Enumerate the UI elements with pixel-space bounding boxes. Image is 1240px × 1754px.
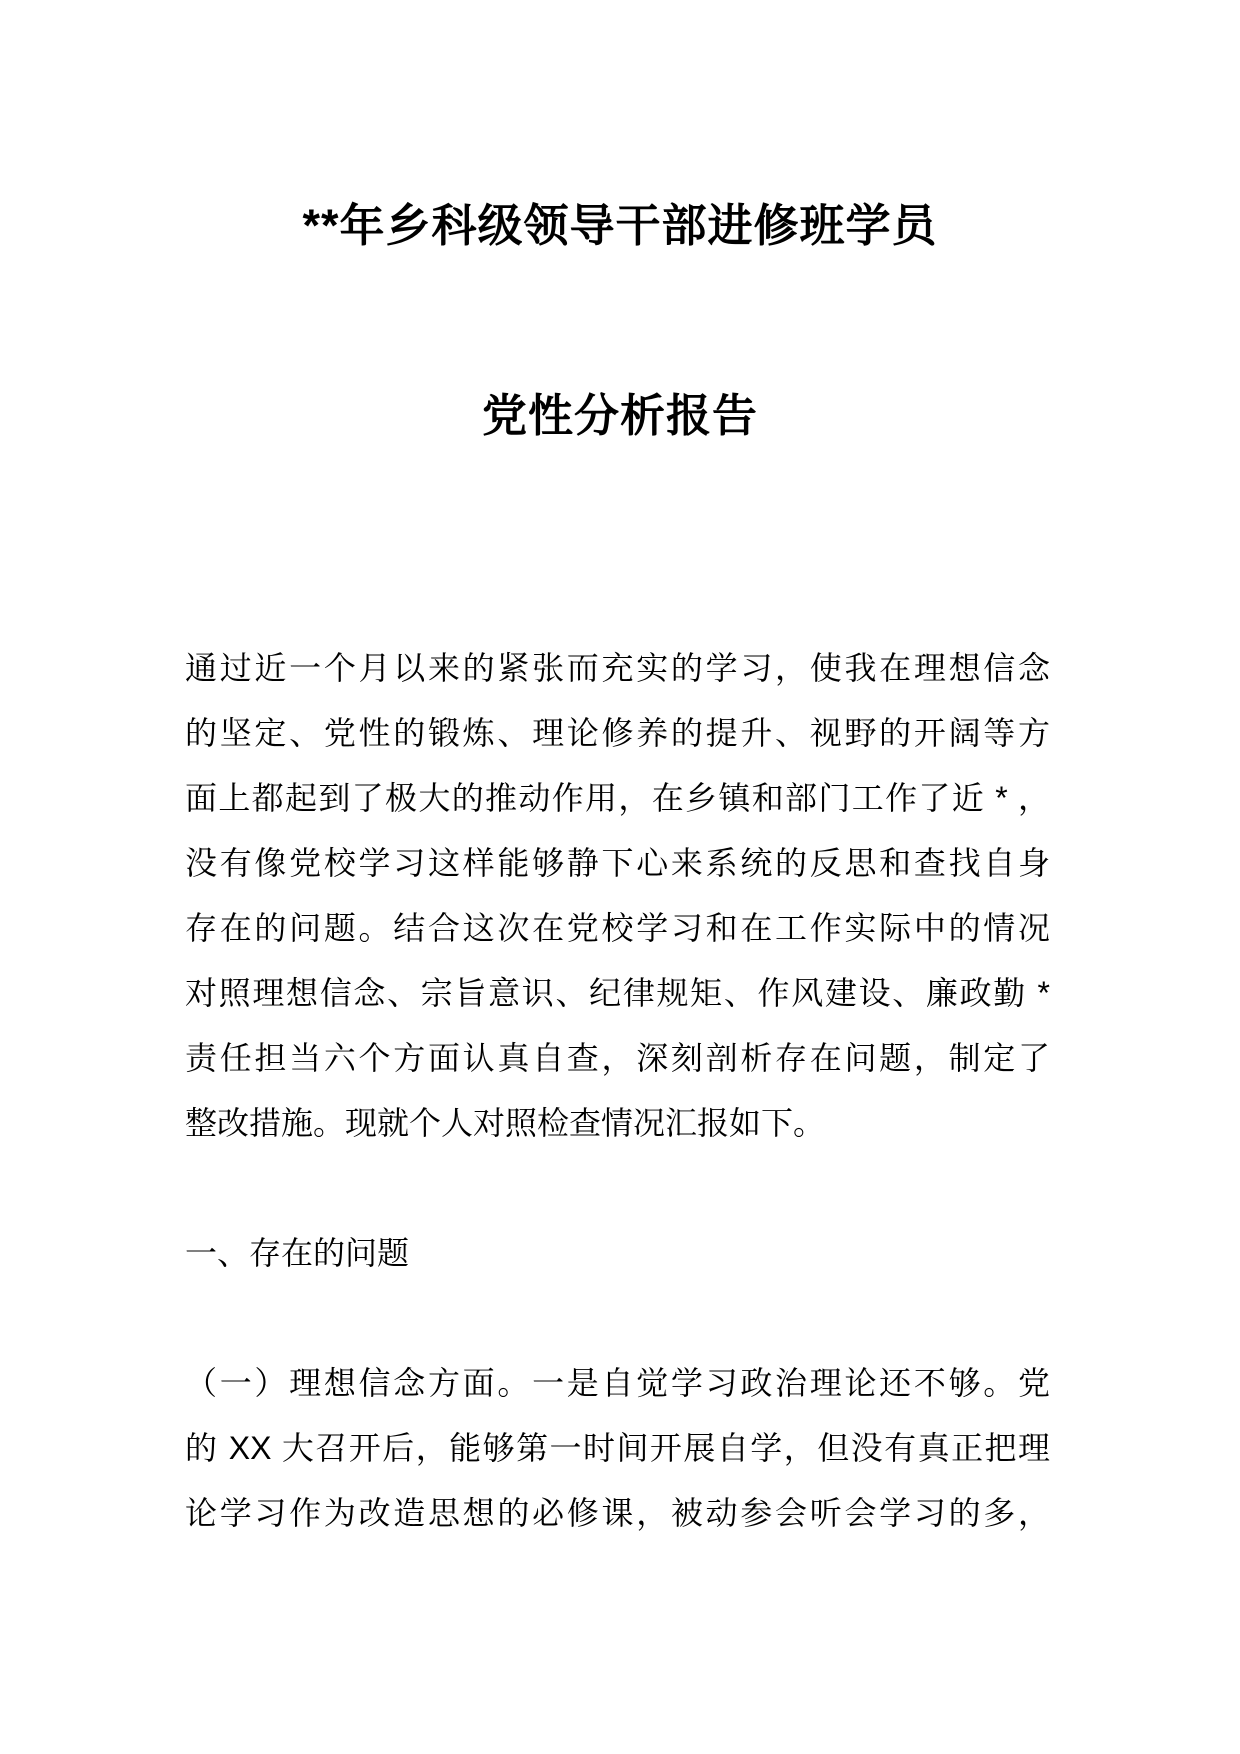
paragraph-line: 存在的问题。结合这次在党校学习和在工作实际中的情况 (185, 910, 1050, 946)
doc-title-line-1: **年乡科级领导干部进修班学员 (302, 200, 938, 251)
paragraph-line: 面上都起到了极大的推动作用，在乡镇和部门工作了近 * ， (185, 780, 1050, 816)
paragraph-line: 责任担当六个方面认真自查，深刻剖析存在问题，制定了 (185, 1040, 1050, 1076)
document-body (185, 636, 1050, 1546)
section-heading: 一、存在的问题 (185, 1235, 410, 1271)
paragraph-line: 对照理想信念、宗旨意识、纪律规矩、作风建设、廉政勤 * (185, 975, 1050, 1011)
paragraph-line: 论学习作为改造思想的必修课，被动参会听会学习的多， (185, 1495, 1050, 1531)
blank-line-spacer (185, 1286, 1050, 1351)
paragraph-line: 没有像党校学习这样能够静下心来系统的反思和查找自身 (185, 845, 1050, 881)
paragraph-line: 整改措施。现就个人对照检查情况汇报如下。 (185, 1105, 826, 1141)
paragraph-line: 的 XX 大召开后，能够第一时间开展自学，但没有真正把理 (185, 1430, 1050, 1466)
blank-line-spacer (185, 1156, 1050, 1221)
paragraph-line: 通过近一个月以来的紧张而充实的学习，使我在理想信念 (185, 650, 1050, 686)
doc-title-line-2: 党性分析报告 (481, 390, 758, 441)
paragraph-line: （一）理想信念方面。一是自觉学习政治理论还不够。党 (185, 1365, 1050, 1401)
paragraph-line: 的坚定、党性的锻炼、理论修养的提升、视野的开阔等方 (185, 715, 1050, 751)
